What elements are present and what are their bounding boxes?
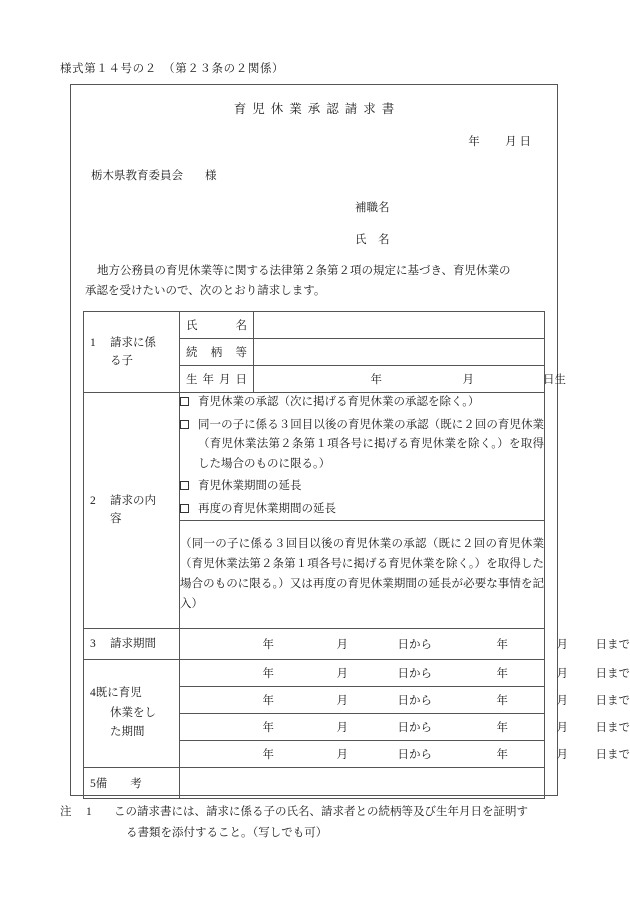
section1-label [84,328,179,377]
section4-label-cell [84,659,180,767]
section3-period-row [180,631,630,657]
section5-label-cell [84,767,180,798]
footnote-number: 1 [86,806,92,818]
period-from-year: 年 [262,748,274,761]
body-paragraph-line2: 承認を受けたいので、次のとおり請求します。 [85,285,326,298]
period-to-month: 月 [556,748,568,761]
period-from-day: 日から [397,694,432,707]
period-from-month: 月 [336,721,348,734]
section2-label-text-line2: 容 [110,513,122,526]
section5-number: 5 [90,777,96,790]
section2-note-cell[interactable] [180,520,545,628]
period-to-year: 年 [496,721,508,734]
footnote-line1: この請求書には、請求に係る子の氏名、請求者との続柄等及び生年月日を証明す [114,806,528,818]
section1-label-text-line2: る子 [110,355,133,368]
checkbox-option-1[interactable] [180,393,544,413]
sub-char: 日 [235,374,247,387]
table-row [84,393,545,520]
section2-checkbox-list-cell [180,393,545,520]
date-line [83,133,545,149]
period-from-day: 日から [397,748,432,761]
period-to-year: 年 [496,667,508,680]
table-row [84,628,545,659]
checkbox-option-2[interactable] [180,416,544,475]
section4-period-row [180,741,630,767]
form-frame [70,84,630,796]
period-to-year: 年 [496,748,508,761]
checkbox-icon[interactable] [180,481,189,490]
period-to-day: 日まで [595,667,630,680]
section1-relation-value [254,339,544,365]
period-to-month: 月 [556,638,568,651]
period-to-day: 日まで [595,694,630,707]
date-year-label: 年 [468,136,480,148]
section2-label-cell [84,393,180,628]
sub-char: 氏 [186,320,198,333]
period-from-month: 月 [336,667,348,680]
position-label: 補職名 [355,202,390,214]
period-to-month: 月 [556,667,568,680]
footnote-line2: る書類を添付すること。（写しでも可） [126,827,328,840]
addressee-line [83,167,545,183]
period-from-year: 年 [262,694,274,707]
footnote [60,802,572,845]
checkbox-option-label: 再度の育児休業期間の延長 [198,502,336,515]
section1-name-sublabel-cell [180,312,254,339]
period-to-month: 月 [556,694,568,707]
body-paragraph [83,261,545,301]
section4-period-row [180,714,630,740]
table-row [84,312,545,339]
section1-number: 1 [90,336,96,349]
section4-label-line3: た期間 [110,726,145,739]
section1-label-cell [84,312,180,393]
section2-label [84,486,179,535]
position-label-line [83,199,545,215]
date-day-label: 日 [519,136,531,148]
form-number: 様式第１４号の２ （第２３条の２関係） [60,63,285,75]
section3-label-cell [84,628,180,659]
period-to-year: 年 [496,694,508,707]
checkbox-option-label: 育児休業期間の延長 [198,480,302,493]
section1-name-value [254,312,544,338]
section4-label-line1-wrap [90,684,175,704]
section1-birthdate-value-cell[interactable] [254,366,566,393]
section1-birthdate-sublabel [180,371,253,387]
request-form-table [83,311,630,799]
section4-period-row [180,660,630,686]
section4-label [84,678,179,749]
period-from-month: 月 [336,638,348,651]
checkbox-option-label: 同一の子に係る３回目以後の育児休業の承認（既に２回の育児休業（育児休業法第２条第１項各号に掲げる育児休業を除く。）を取得した場合のものに限る。） [198,418,544,470]
section3-period-cell[interactable] [180,628,630,659]
section1-birthdate-sublabel-cell [180,366,254,393]
checkbox-option-4[interactable] [180,500,544,520]
addressee-name: 栃木県教育委員会 [91,170,183,182]
section4-label-line1: 既に育児 [95,687,142,700]
period-from-day: 日から [397,667,432,680]
body-paragraph-line1: 地方公務員の育児休業等に関する法律第２条第２項の規定に基づき、育児休業の [97,265,511,277]
period-to-month: 月 [556,721,568,734]
period-from-month: 月 [336,748,348,761]
checkbox-option-label: 育児休業の承認（次に掲げる育児休業の承認を除く。） [198,396,480,409]
birth-day-label: 日生 [543,374,566,387]
section5-value [180,770,544,796]
birth-year-label: 年 [370,374,382,387]
period-from-day: 日から [397,638,432,651]
name-label: 氏 名 [355,234,390,246]
checkbox-icon[interactable] [180,504,189,513]
period-from-year: 年 [262,667,274,680]
sub-char: 等 [235,347,247,360]
checkbox-icon[interactable] [180,420,189,429]
name-label-line [83,231,545,247]
sub-char: 名 [235,320,247,333]
section5-value-cell[interactable] [180,767,545,798]
section2-note-text: （同一の子に係る３回目以後の育児休業の承認（既に２回の育児休業（育児休業法第２条第１項各号に掲げる育児休業を除く。）を取得した場合のものに限る。）又は再度の育児休業期間の延長が必要な事情を記入） [180,537,544,611]
section1-relation-value-cell[interactable] [254,339,545,366]
section4-label-line2: 休業をし [110,706,156,719]
birth-month-label: 月 [462,374,474,387]
section5-label-text: 備 考 [95,777,142,790]
section3-number: 3 [90,637,96,650]
section4-period-cell[interactable] [180,740,630,767]
section4-period-cell[interactable] [180,713,630,740]
sub-char: 続 [186,347,198,360]
section3-label-text: 請求期間 [110,637,156,650]
section1-name-value-cell[interactable] [254,312,545,339]
period-to-day: 日まで [595,721,630,734]
period-from-year: 年 [262,638,274,651]
section5-label [84,768,179,798]
section4-period-cell[interactable] [180,659,630,686]
section4-period-row [180,687,630,713]
table-row [84,659,545,686]
checkbox-option-3[interactable] [180,477,544,497]
document-title: 育児休業承認請求書 [233,102,401,116]
section4-number: 4 [90,687,96,700]
checkbox-icon[interactable] [180,397,189,406]
section2-label-text: 請求の内 [110,495,156,507]
sub-char: 年 [202,374,214,387]
sub-char: 柄 [210,347,223,360]
section3-label [84,629,179,659]
date-month-label: 月 [505,136,517,148]
section4-period-cell[interactable] [180,686,630,713]
period-from-month: 月 [336,694,348,707]
period-to-year: 年 [496,638,508,651]
sub-char: 生 [186,374,198,387]
section2-number: 2 [90,495,96,507]
section1-relation-sublabel [180,344,253,360]
period-from-day: 日から [397,721,432,734]
table-row [84,767,545,798]
section1-name-sublabel [180,317,253,333]
addressee-honorific: 様 [205,170,217,182]
footnote-row [60,802,572,823]
section1-birthdate-value [254,366,566,392]
section1-label-text: 請求に係 [110,336,156,349]
period-to-day: 日まで [595,748,630,761]
period-from-year: 年 [262,721,274,734]
period-to-day: 日まで [595,638,630,651]
footnote-mark: 注 [60,806,72,818]
sub-char: 月 [219,374,231,387]
section1-relation-sublabel-cell [180,339,254,366]
